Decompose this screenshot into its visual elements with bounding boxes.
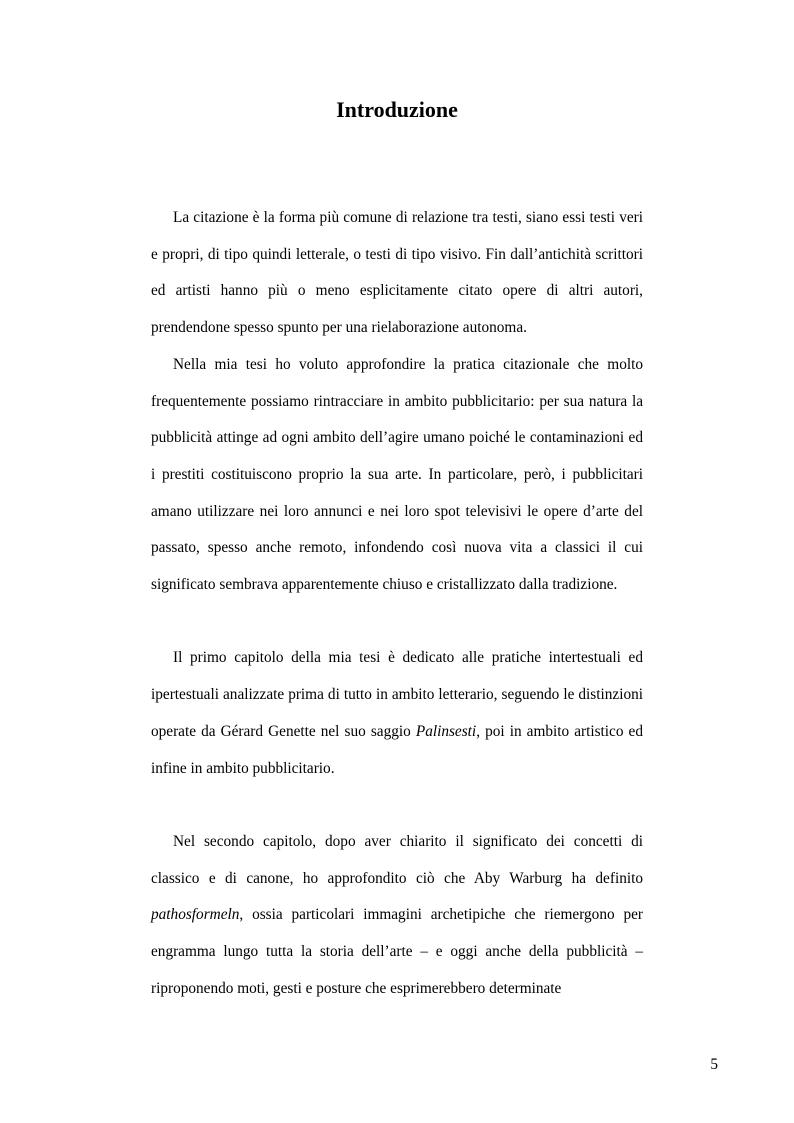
paragraph-3-text: Il primo capitolo della mia tesi è dedicato alle pratiche intertestuali ed ipertestuali analizzate prima di tutto in ambito letterario, seguendo le distinzioni operate da Gérard Genette nel suo saggio (151, 649, 643, 740)
body-text (151, 200, 643, 1007)
paragraph-4-text: Nel secondo capitolo, dopo aver chiarito il significato dei concetti di classico e di canone, ho approfondito ciò che Aby Warburg ha definito (151, 832, 643, 887)
paragraph-4-text-end: , ossia particolari immagini archetipiche che riemergono per engramma lungo tutta la storia dell’arte – e oggi anche della pubblicità – riproponendo moti, gesti e posture che esprimerebbero determinate (151, 906, 643, 997)
book-title-palinsesti: Palinsesti (415, 722, 477, 740)
paragraph-spacer (151, 604, 643, 641)
paragraph-3 (151, 640, 643, 787)
term-pathosformeln: pathosformeln (151, 906, 240, 924)
page-title: Introduzione (336, 97, 458, 122)
paragraph-3-text-end: , poi in ambito artistico ed infine in ambito pubblicitario. (151, 722, 643, 777)
paragraph-2: Nella mia tesi ho voluto approfondire la pratica citazionale che molto frequentemente possiamo rintracciare in ambito pubblicitario: per sua natura la pubblicità attinge ad ogni ambito dell’agire umano poiché le contaminazioni ed i prestiti costituiscono proprio la sua arte. In particolare, però, i pubblicitari amano utilizzare nei loro annunci e nei loro spot televisivi le opere d’arte del passato, spesso anche remoto, infondendo così nuova vita a classici il cui significato sembrava apparentemente chiuso e cristallizzato dalla tradizione. (151, 355, 643, 594)
paragraph-spacer (151, 787, 643, 824)
paragraph-1: La citazione è la forma più comune di relazione tra testi, siano essi testi veri e propri, di tipo quindi letterale, o testi di tipo visivo. Fin dall’antichità scrittori ed artisti hanno più o meno esplicitamente citato opere di altri autori, prendendone spesso spunto per una rielaborazione autonoma. (151, 209, 643, 337)
page-number: 5 (710, 1056, 718, 1073)
paragraph-4 (151, 824, 643, 1008)
